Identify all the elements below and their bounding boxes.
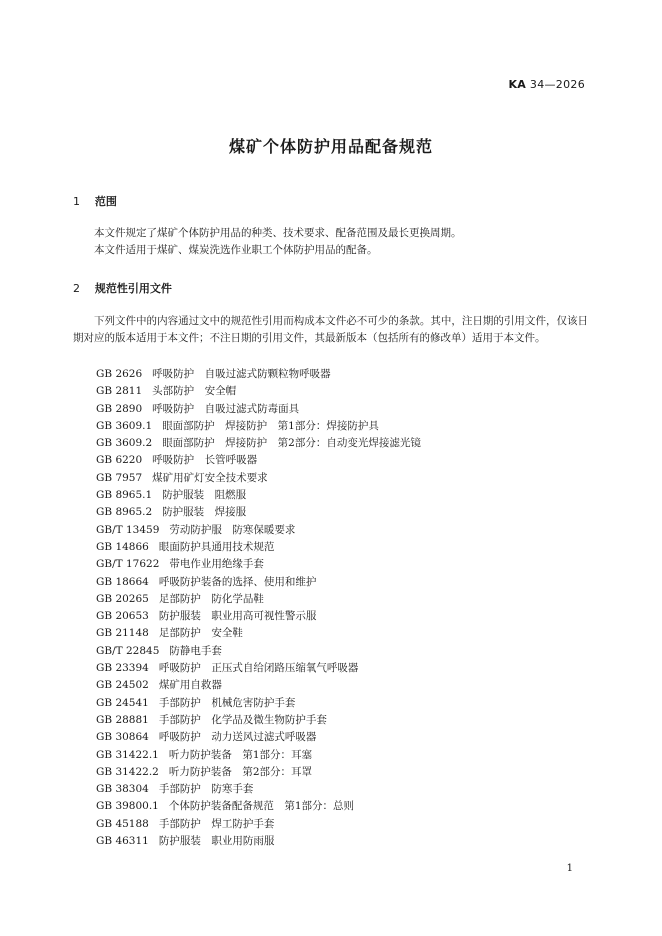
reference-code: GB 24502 [96, 679, 149, 692]
reference-item [96, 591, 421, 608]
reference-item [96, 539, 421, 556]
references-intro-paragraph: 下列文件中的内容通过文中的规范性引用而构成本文件必不可少的条款。其中，注日期的引用文件，仅该日期对应的版本适用于本文件；不注日期的引用文件，其最新版本（包括所有的修改单）适用于本文件。 [73, 315, 588, 344]
reference-title: 眼面防护具通用技术规范 [158, 540, 275, 553]
reference-title: 带电作业用绝缘手套 [169, 558, 264, 571]
reference-code: GB 39800.1 [96, 800, 159, 813]
reference-item [96, 574, 421, 591]
reference-code: GB 20265 [96, 592, 149, 605]
reference-item [96, 643, 421, 660]
reference-item [96, 729, 421, 746]
section-number: 1 [73, 195, 80, 208]
reference-item [96, 747, 421, 764]
reference-title: 手部防护 机械危害防护手套 [158, 696, 296, 709]
reference-title: 头部防护 安全帽 [152, 385, 237, 398]
reference-title: 呼吸防护装备的选择、使用和维护 [158, 575, 317, 588]
scope-paragraph-2: 本文件适用于煤矿、煤炭洗选作业职工个体防护用品的配备。 [94, 244, 378, 256]
reference-item [96, 833, 421, 850]
reference-title: 呼吸防护 动力送风过滤式呼吸器 [158, 731, 317, 744]
reference-item [96, 470, 421, 487]
reference-title: 听力防护装备 第2部分：耳罩 [168, 765, 313, 778]
reference-item [96, 764, 421, 781]
reference-title: 呼吸防护 长管呼吸器 [152, 454, 258, 467]
reference-code: GB 38304 [96, 783, 149, 796]
section-number: 2 [73, 282, 80, 295]
reference-code: GB 8965.2 [96, 506, 153, 519]
reference-title: 眼面部防护 焊接防护 第2部分：自动变光焊接滤光镜 [162, 437, 421, 450]
reference-code: GB 2811 [96, 385, 143, 398]
reference-title: 防护服装 职业用防雨服 [158, 835, 275, 848]
reference-code: GB 23394 [96, 662, 149, 675]
document-id [508, 78, 585, 91]
reference-item [96, 556, 421, 573]
scope-paragraph-1: 本文件规定了煤矿个体防护用品的种类、技术要求、配备范围及最长更换周期。 [94, 227, 462, 239]
document-id-prefix: KA [508, 78, 527, 91]
reference-title: 呼吸防护 正压式自给闭路压缩氧气呼吸器 [158, 662, 359, 675]
reference-item [96, 522, 421, 539]
reference-code: GB 3609.2 [96, 437, 153, 450]
reference-item [96, 452, 421, 469]
reference-code: GB/T 22845 [96, 644, 160, 657]
reference-title: 防护服装 职业用高可视性警示服 [158, 610, 317, 623]
reference-title: 个体防护装备配备规范 第1部分：总则 [168, 800, 355, 813]
reference-item [96, 608, 421, 625]
section-title: 规范性引用文件 [94, 282, 172, 295]
reference-title: 煤矿用矿灯安全技术要求 [152, 471, 268, 484]
reference-code: GB 6220 [96, 454, 143, 467]
reference-title: 听力防护装备 第1部分：耳塞 [168, 748, 313, 761]
reference-item [96, 487, 421, 504]
reference-code: GB 2626 [96, 368, 143, 380]
reference-code: GB 28881 [96, 713, 149, 726]
reference-item [96, 677, 421, 694]
reference-list [96, 366, 421, 850]
reference-title: 眼面部防护 焊接防护 第1部分：焊接防护具 [162, 419, 379, 432]
reference-title: 足部防护 安全鞋 [158, 627, 243, 640]
reference-title: 手部防护 化学品及微生物防护手套 [158, 713, 327, 726]
reference-title: 防静电手套 [169, 644, 222, 657]
reference-item [96, 798, 421, 815]
reference-code: GB/T 13459 [96, 523, 160, 536]
section-heading-scope [73, 193, 117, 209]
reference-code: GB 31422.1 [96, 748, 159, 761]
reference-code: GB 30864 [96, 731, 149, 744]
reference-code: GB 8965.1 [96, 489, 153, 502]
reference-code: GB 31422.2 [96, 765, 159, 778]
reference-code: GB 46311 [96, 835, 149, 848]
reference-title: 防护服装 阻燃服 [162, 489, 247, 502]
reference-item [96, 366, 421, 383]
reference-item [96, 383, 421, 400]
reference-title: 呼吸防护 自吸过滤式防毒面具 [152, 402, 300, 415]
reference-item [96, 660, 421, 677]
reference-code: GB 20653 [96, 610, 149, 623]
reference-title: 手部防护 焊工防护手套 [158, 817, 275, 830]
reference-code: GB/T 17622 [96, 558, 160, 571]
section-title: 范围 [94, 195, 117, 208]
page-number: 1 [566, 863, 573, 874]
reference-code: GB 3609.1 [96, 419, 153, 432]
section-heading-normative-references [73, 280, 172, 296]
reference-title: 劳动防护服 防寒保暖要求 [169, 523, 296, 536]
reference-item [96, 695, 421, 712]
reference-code: GB 18664 [96, 575, 149, 588]
reference-item [96, 435, 421, 452]
reference-code: GB 7957 [96, 471, 143, 484]
reference-code: GB 21148 [96, 627, 149, 640]
document-id-number: 34—2026 [529, 78, 585, 91]
reference-item [96, 418, 421, 435]
reference-item [96, 781, 421, 798]
reference-item [96, 712, 421, 729]
reference-code: GB 14866 [96, 540, 149, 553]
reference-title: 防护服装 焊接服 [162, 506, 247, 519]
reference-title: 手部防护 防寒手套 [158, 783, 254, 796]
reference-item [96, 504, 421, 521]
reference-title: 煤矿用自救器 [158, 679, 222, 692]
reference-item [96, 401, 421, 418]
reference-item [96, 816, 421, 833]
reference-item [96, 625, 421, 642]
document-title: 煤矿个体防护用品配备规范 [228, 137, 433, 156]
reference-code: GB 24541 [96, 696, 149, 709]
reference-code: GB 2890 [96, 402, 143, 415]
reference-code: GB 45188 [96, 817, 149, 830]
reference-title: 呼吸防护 自吸过滤式防颗粒物呼吸器 [152, 368, 331, 380]
reference-title: 足部防护 防化学品鞋 [158, 592, 264, 605]
